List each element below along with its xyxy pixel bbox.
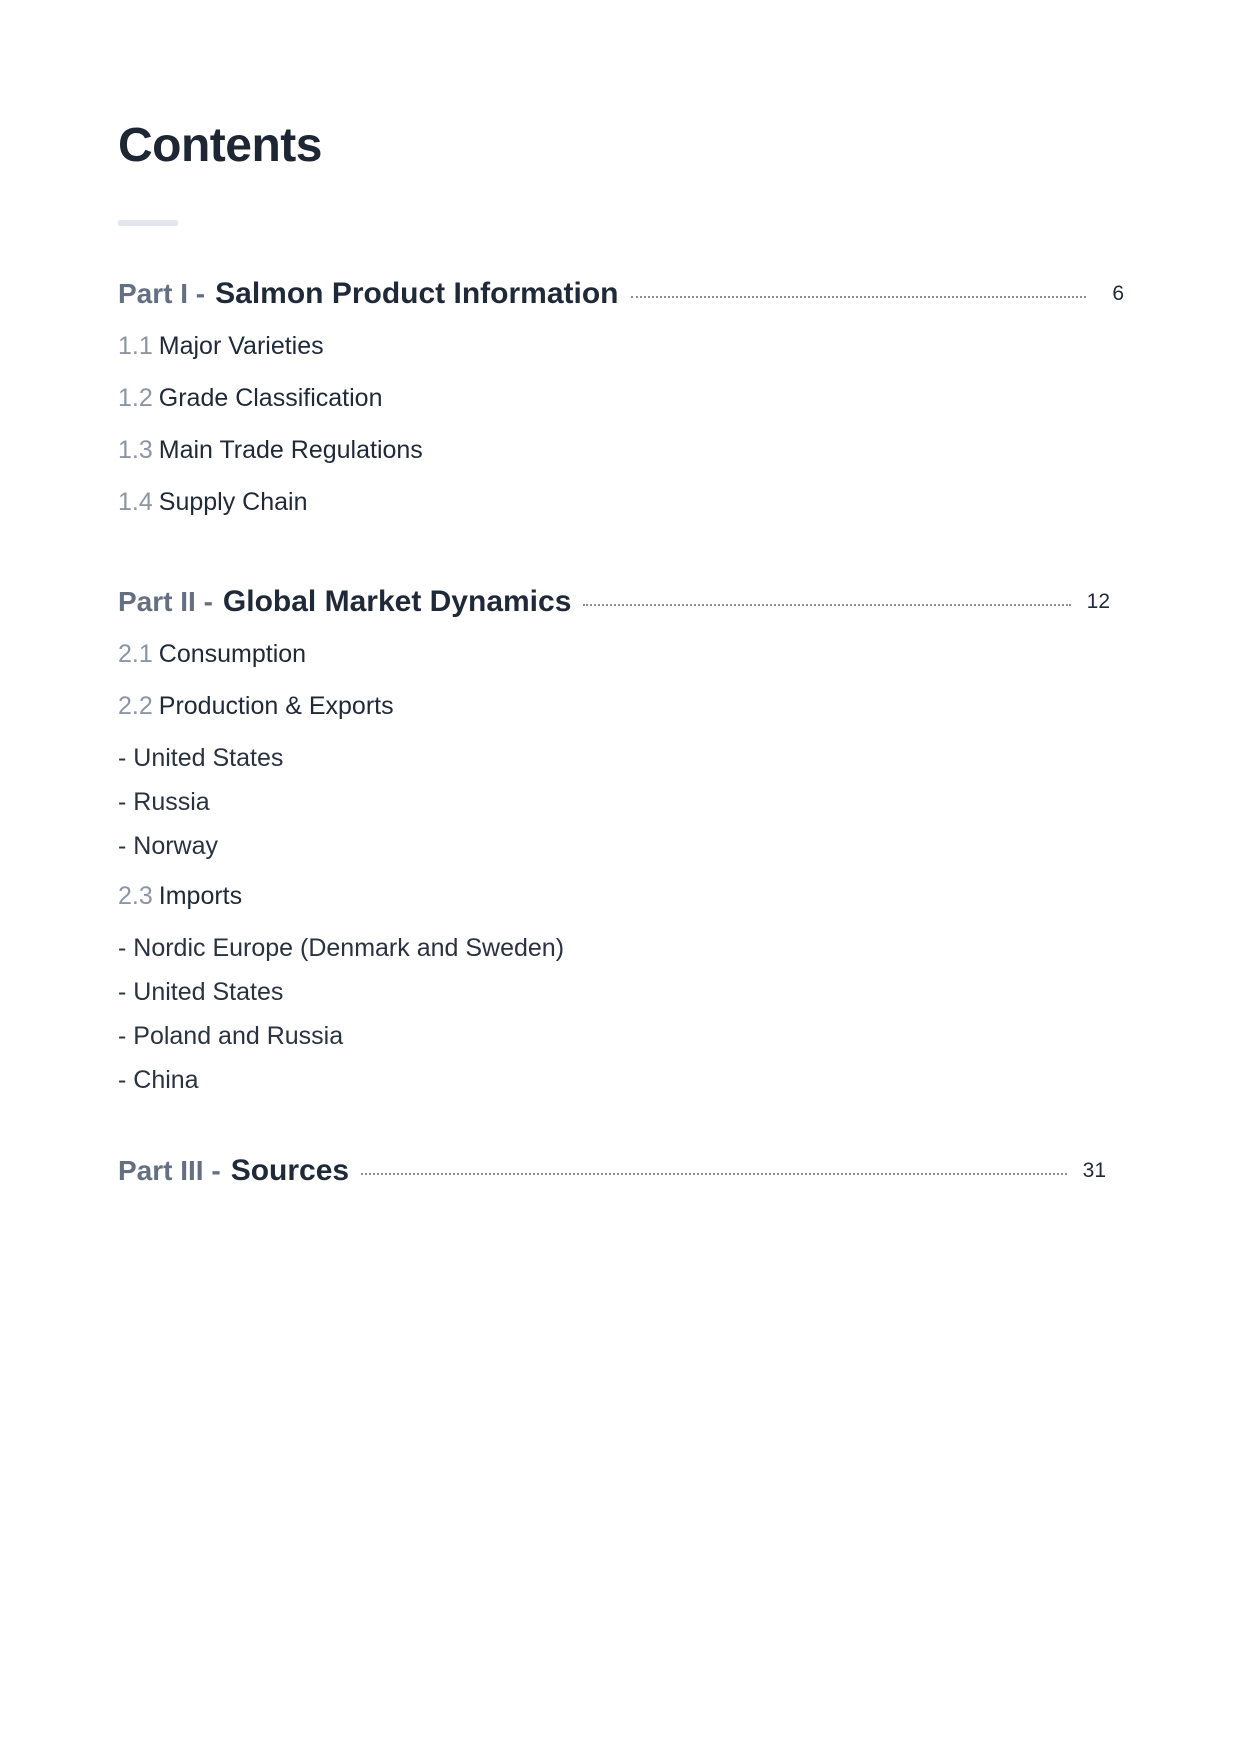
section-number: 1.1 [118,332,153,360]
toc-section-2-3[interactable] [118,879,242,913]
page-title: Contents [118,119,322,172]
part-prefix: Part I - [118,278,206,309]
title-divider [118,220,178,226]
toc-section-1-4[interactable] [118,485,307,519]
section-title: Major Varieties [158,332,324,360]
part-page-number: 6 [1112,282,1124,305]
toc-part-1[interactable] [118,274,1124,314]
part-prefix: Part III - [118,1155,221,1186]
section-title: Consumption [158,640,307,668]
toc-section-1-1[interactable] [118,329,324,363]
dot-leader [631,294,1087,298]
part-title: Global Market Dynamics [222,585,572,618]
section-number: 1.2 [118,384,153,412]
section-number: 1.4 [118,488,153,516]
list-item: - United States [118,978,284,1006]
section-title: Production & Exports [158,692,394,720]
toc-section-1-3[interactable] [118,433,423,467]
toc-section-1-2[interactable] [118,381,382,415]
dot-leader [583,602,1070,606]
list-item: - Poland and Russia [118,1022,344,1050]
toc-section-2-1[interactable] [118,637,306,671]
part-title: Sources [230,1154,350,1187]
toc-section-2-2[interactable] [118,689,394,723]
list-item: - Russia [118,788,210,816]
part-prefix: Part II - [118,586,213,617]
list-item: - Nordic Europe (Denmark and Sweden) [118,934,565,962]
list-item: - United States [118,744,284,772]
part-page-number: 12 [1086,590,1110,613]
part-page-number: 31 [1082,1159,1106,1182]
list-item: - China [118,1066,199,1094]
part-title: Salmon Product Information [215,277,619,310]
list-item: - Norway [118,832,219,860]
section-number: 2.3 [118,882,153,910]
section-title: Main Trade Regulations [158,436,423,464]
toc-part-3[interactable] [118,1151,1106,1191]
section-number: 1.3 [118,436,153,464]
dot-leader [361,1171,1067,1175]
section-title: Grade Classification [158,384,383,412]
section-number: 2.1 [118,640,153,668]
section-number: 2.2 [118,692,153,720]
section-title: Supply Chain [158,488,308,516]
toc-part-2[interactable] [118,582,1110,622]
section-title: Imports [158,882,243,910]
